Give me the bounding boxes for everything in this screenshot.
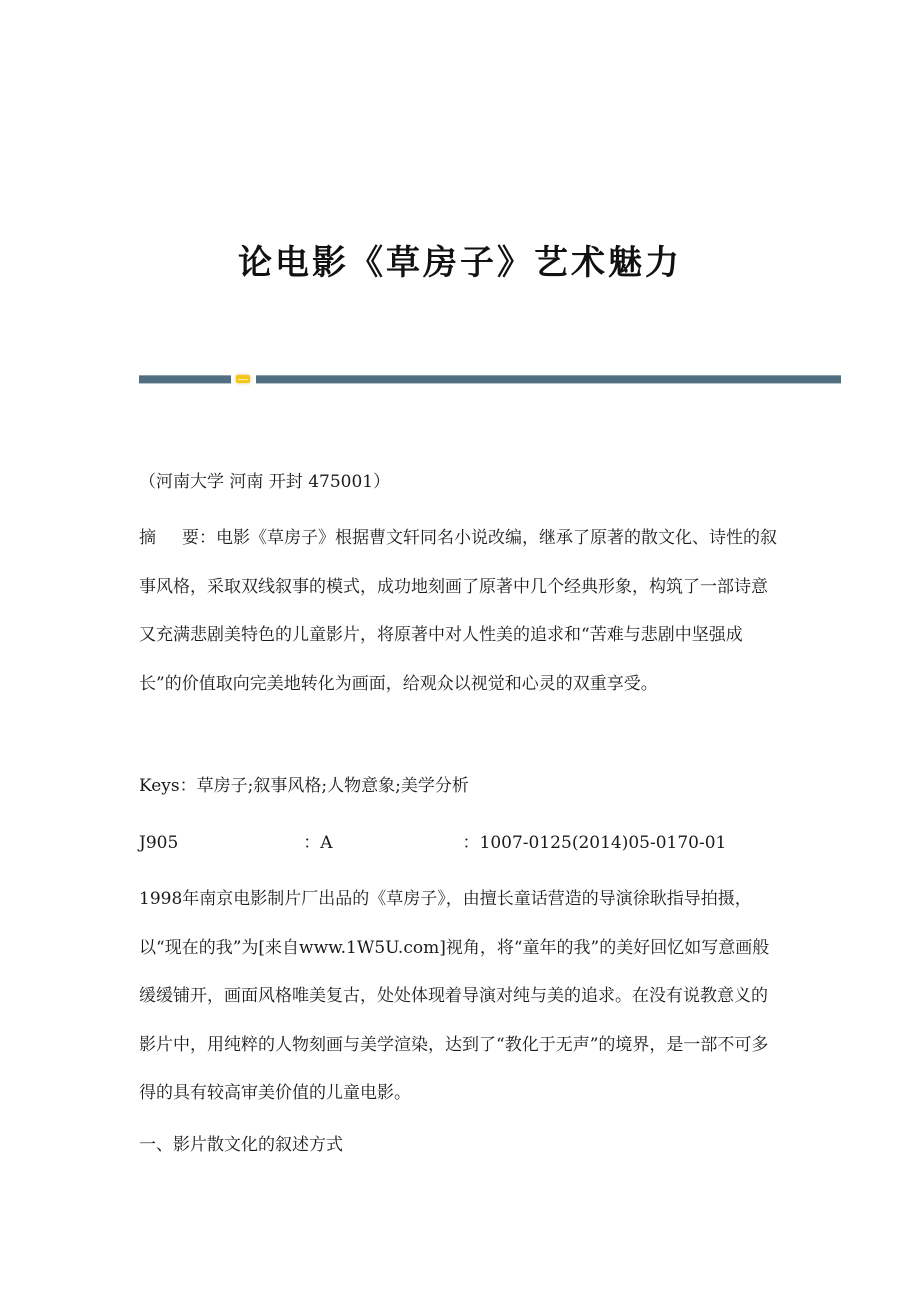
abstract-text: 电影《草房子》根据曹文轩同名小说改编，继承了原著的散文化、诗性的叙事风格，采取双线叙事的模式，成功地刻画了原著中几个经典形象，构筑了一部诗意又充满悲剧美特色的儿童影片，将原著中对人性美的追求和“苦难与悲剧中坚强成长”的价值取向完美地转化为画面，给观众以视觉和心灵的双重享受。 [139,528,777,694]
clc-number: J905 [139,833,179,853]
section-heading: 一、影片散文化的叙述方式 [139,1135,343,1155]
divider-bar-left [139,375,231,384]
keywords [139,762,779,811]
intro-paragraph: 1998年南京电影制片厂出品的《草房子》，由擅长童话营造的导演徐耿指导拍摄，以“现在的我”为[来自www.1W5U.com]视角，将“童年的我”的美好回忆如写意画般缓缓铺开，画面风格唯美复古，处处体现着导演对纯与美的追求。在没有说教意义的影片中，用纯粹的人物刻画与美学渲染，达到了“教化于无声”的境界，是一部不可多得的具有较高审美价值的儿童电影。 [139,889,770,1103]
page-title: 论电影《草房子》艺术魅力 [238,242,682,283]
abstract [139,514,779,708]
title-divider [139,375,841,384]
divider-bar-right [256,375,841,384]
keywords-text: 草房子;叙事风格;人物意象;美学分析 [196,776,469,796]
classification-line [139,819,779,868]
abstract-label-first: 摘 [139,528,156,548]
author-affiliation: （河南大学 河南 开封 475001） [139,472,391,492]
document-code: ：A [303,833,333,853]
article-id: ：1007-0125(2014)05-0170-01 [462,833,727,853]
keywords-label: Keys： [139,776,197,796]
divider-ornament-icon [236,375,250,383]
abstract-label-second: 要： [182,528,216,548]
